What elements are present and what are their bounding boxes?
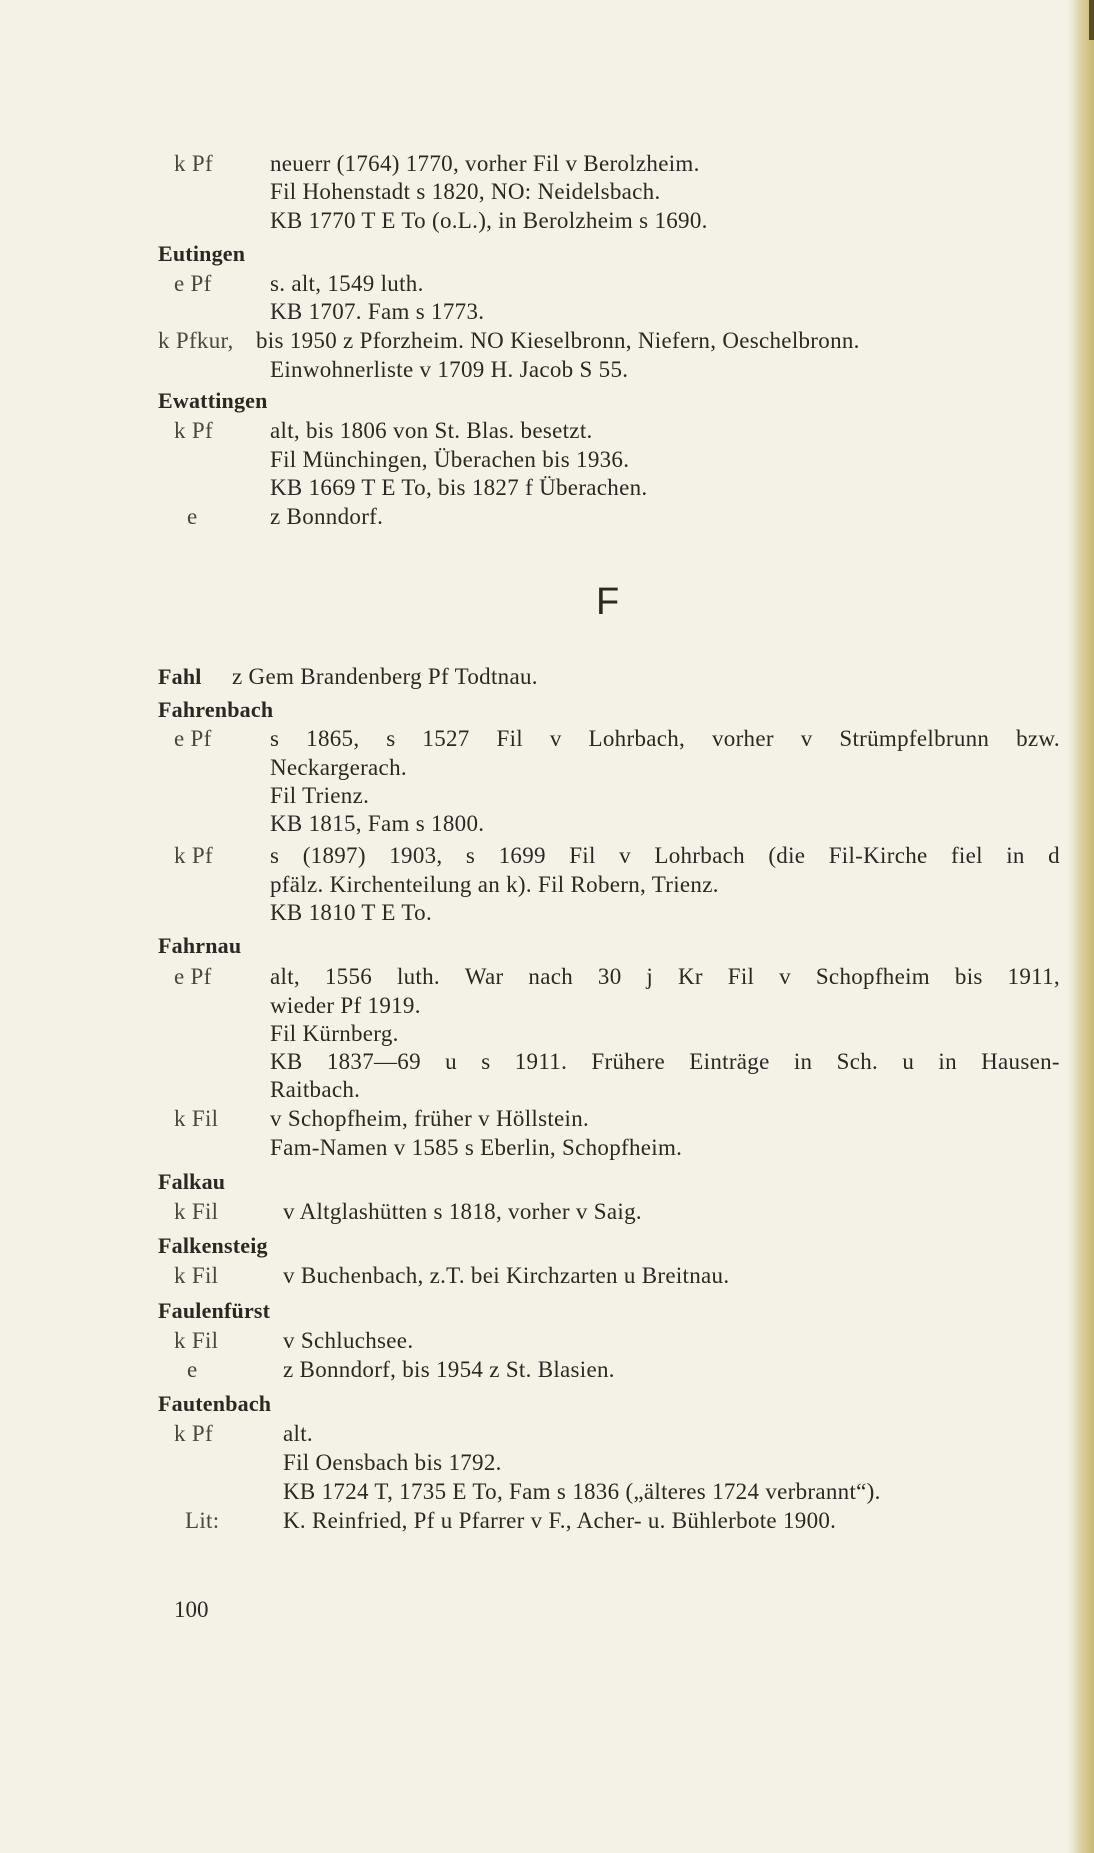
denomination-label: e Pf — [174, 271, 212, 296]
entry-text: Neckargerach. — [270, 755, 407, 780]
entry-text: KB 1707. Fam s 1773. — [270, 299, 485, 324]
page-number: 100 — [174, 1597, 209, 1622]
entry-text: s 1865, s 1527 Fil v Lohrbach, vorher v Strümpfelbrunn bzw. — [270, 726, 1060, 751]
entry-text: Raitbach. — [270, 1077, 361, 1102]
entry-text: z Bonndorf. — [270, 504, 384, 529]
entry-text: KB 1669 T E To, bis 1827 f Überachen. — [270, 475, 648, 500]
page-edge-mark — [1089, 0, 1094, 40]
entry-text: v Altglashütten s 1818, vorher v Saig. — [283, 1199, 642, 1224]
entry-text: KB 1724 T, 1735 E To, Fam s 1836 („älteres 1724 verbrannt“). — [283, 1479, 881, 1504]
entry-text: Einwohnerliste v 1709 H. Jacob S 55. — [270, 357, 629, 382]
entry-text: Fil Trienz. — [270, 783, 370, 808]
place-heading: Fahl — [158, 664, 202, 689]
entry-text: K. Reinfried, Pf u Pfarrer v F., Acher- u. Bühlerbote 1900. — [283, 1508, 837, 1533]
heading-inline-text: z Gem Brandenberg Pf Todtnau. — [232, 664, 538, 689]
entry-text: Fil Münchingen, Überachen bis 1936. — [270, 447, 630, 472]
denomination-label: k Pf — [174, 1421, 213, 1446]
denomination-label: e — [187, 504, 198, 529]
entry-text: Fam-Namen v 1585 s Eberlin, Schopfheim. — [270, 1135, 683, 1160]
entry-text: neuerr (1764) 1770, vorher Fil v Berolzheim. — [270, 151, 700, 176]
entry-text: alt, 1556 luth. War nach 30 j Kr Fil v Schopfheim bis 1911, — [270, 964, 1060, 989]
place-heading: Falkensteig — [158, 1233, 268, 1258]
entry-text: KB 1770 T E To (o.L.), in Berolzheim s 1690. — [270, 208, 708, 233]
denomination-label: k Pf — [174, 151, 213, 176]
denomination-label: k Fil — [174, 1199, 219, 1224]
denomination-label: k Fil — [174, 1328, 219, 1353]
page-edge-shadow — [1068, 0, 1094, 1853]
denomination-label: e Pf — [174, 964, 212, 989]
entry-text: z Bonndorf, bis 1954 z St. Blasien. — [283, 1357, 615, 1382]
entry-text: KB 1810 T E To. — [270, 900, 432, 925]
denomination-label: k Fil — [174, 1106, 219, 1131]
entry-text: v Buchenbach, z.T. bei Kirchzarten u Breitnau. — [283, 1263, 730, 1288]
place-heading: Ewattingen — [158, 388, 268, 413]
denomination-label: e Pf — [174, 726, 212, 751]
denomination-label: k Pf — [174, 418, 213, 443]
entry-text: pfälz. Kirchenteilung an k). Fil Robern, Trienz. — [270, 872, 719, 897]
entry-text: Fil Hohenstadt s 1820, NO: Neidelsbach. — [270, 179, 661, 204]
place-heading: Fahrnau — [158, 933, 242, 958]
place-heading: Eutingen — [158, 241, 246, 266]
entry-text: KB 1815, Fam s 1800. — [270, 811, 485, 836]
entry-text: v Schopfheim, früher v Höllstein. — [270, 1106, 590, 1131]
entry-text: KB 1837—69 u s 1911. Frühere Einträge in Sch. u in Hausen- — [270, 1049, 1060, 1074]
denomination-label: k Pf — [174, 843, 213, 868]
entry-text: s. alt, 1549 luth. — [270, 271, 424, 296]
entry-text: alt. — [283, 1421, 313, 1446]
entry-text: alt, bis 1806 von St. Blas. besetzt. — [270, 418, 593, 443]
denomination-label: k Fil — [174, 1263, 219, 1288]
place-heading: Fahrenbach — [158, 697, 274, 722]
denomination-label: k Pfkur, — [158, 328, 234, 353]
place-heading: Falkau — [158, 1169, 226, 1194]
entry-text: Fil Kürnberg. — [270, 1021, 399, 1046]
entry-text: Fil Oensbach bis 1792. — [283, 1450, 502, 1475]
denomination-label: Lit: — [185, 1508, 220, 1533]
entry-text: v Schluchsee. — [283, 1328, 414, 1353]
entry-text: s (1897) 1903, s 1699 Fil v Lohrbach (die Fil-Kirche fiel in d — [270, 843, 1060, 868]
place-heading: Faulenfürst — [158, 1298, 271, 1323]
denomination-label: e — [187, 1357, 198, 1382]
section-letter: F — [596, 581, 620, 623]
place-heading: Fautenbach — [158, 1391, 272, 1416]
entry-text: wieder Pf 1919. — [270, 993, 421, 1018]
entry-text: bis 1950 z Pforzheim. NO Kieselbronn, Niefern, Oeschelbronn. — [256, 328, 860, 353]
